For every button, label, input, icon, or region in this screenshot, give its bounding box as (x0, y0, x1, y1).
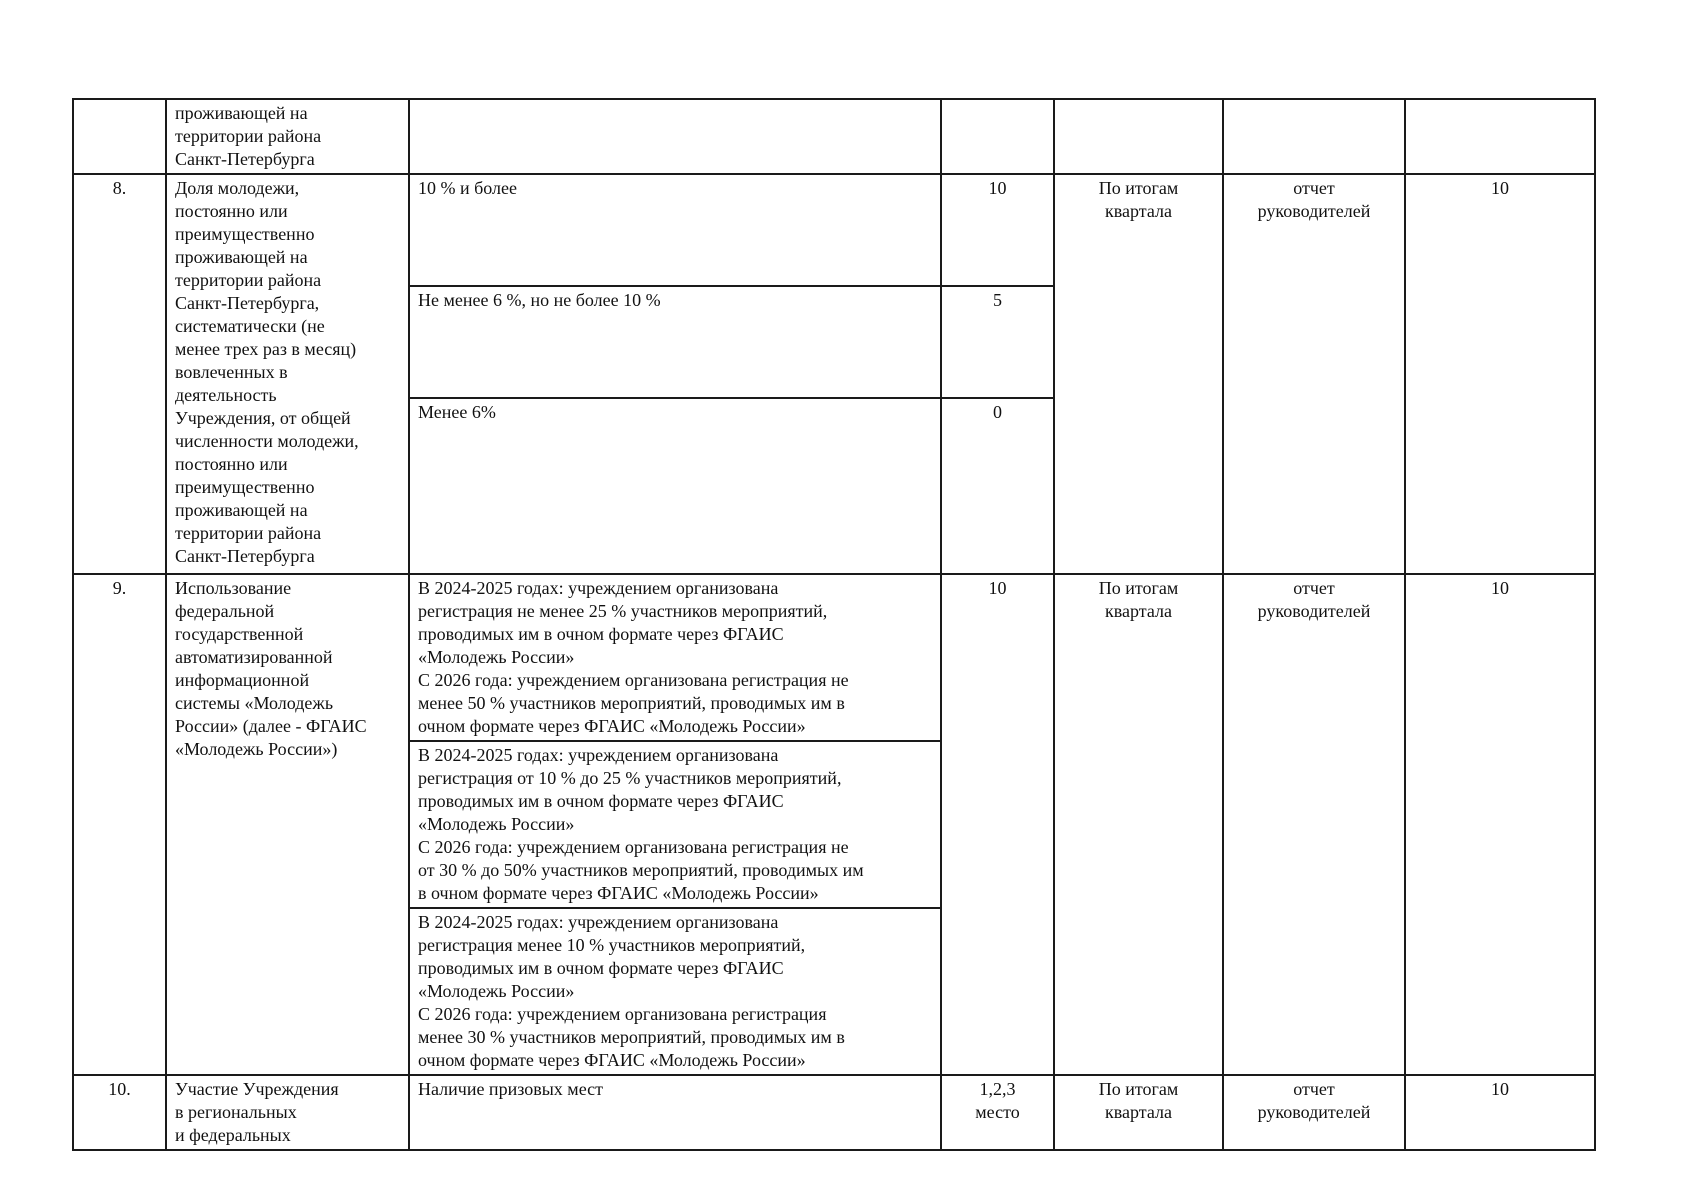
cell-report (1223, 99, 1405, 174)
cell-num: 10. (73, 1075, 166, 1150)
cell-report: отчет руководителей (1223, 1075, 1405, 1150)
cell-condition: В 2024-2025 годах: учреждением организована регистрация от 10 % до 25 % участников мероприятий, проводимых им в очном формате через ФГАИС «Молодежь России» С 2026 года: учреждением организована регистрация не от 30 % до 50% участников мероприятий, проводимых им в очном формате через ФГАИС «Молодежь России» (409, 741, 941, 908)
cell-criterion: Доля молодежи, постоянно или преимущественно проживающей на территории района Санкт-Петербурга, систематически (не менее трех раз в месяц) вовлеченных в деятельность Учреждения, от общей численности молодежи, постоянно или преимущественно проживающей на территории района Санкт-Петербурга (166, 174, 409, 574)
cell-period: По итогам квартала (1054, 574, 1223, 1075)
cell-points: 5 (941, 286, 1054, 398)
cell-points (941, 99, 1054, 174)
cell-period (1054, 99, 1223, 174)
cell-period: По итогам квартала (1054, 1075, 1223, 1150)
cell-max: 10 (1405, 1075, 1595, 1150)
cell-num: 8. (73, 174, 166, 574)
cell-points: 10 (941, 174, 1054, 286)
cell-condition: Наличие призовых мест (409, 1075, 941, 1150)
table-row-continuation (73, 99, 1595, 174)
cell-report: отчет руководителей (1223, 174, 1405, 574)
cell-condition (409, 99, 941, 174)
table-row-9 (73, 574, 1595, 741)
cell-num: 9. (73, 574, 166, 1075)
cell-condition: 10 % и более (409, 174, 941, 286)
table-row-10 (73, 1075, 1595, 1150)
cell-num (73, 99, 166, 174)
cell-points: 0 (941, 398, 1054, 574)
cell-condition: В 2024-2025 годах: учреждением организована регистрация не менее 25 % участников мероприятий, проводимых им в очном формате через ФГАИС «Молодежь России» С 2026 года: учреждением организована регистрация не менее 50 % участников мероприятий, проводимых им в очном формате через ФГАИС «Молодежь России» (409, 574, 941, 741)
cell-criterion: Участие Учреждения в региональных и федеральных (166, 1075, 409, 1150)
cell-points: 10 (941, 574, 1054, 1075)
cell-criterion: проживающей на территории района Санкт-Петербурга (166, 99, 409, 174)
cell-criterion: Использование федеральной государственной автоматизированной информационной системы «Молодежь России» (далее - ФГАИС «Молодежь России») (166, 574, 409, 1075)
cell-report: отчет руководителей (1223, 574, 1405, 1075)
table-row-8 (73, 174, 1595, 286)
cell-max: 10 (1405, 574, 1595, 1075)
cell-period: По итогам квартала (1054, 174, 1223, 574)
cell-condition: В 2024-2025 годах: учреждением организована регистрация менее 10 % участников мероприятий, проводимых им в очном формате через ФГАИС «Молодежь России» С 2026 года: учреждением организована регистрация менее 30 % участников мероприятий, проводимых им в очном формате через ФГАИС «Молодежь России» (409, 908, 941, 1075)
cell-condition: Не менее 6 %, но не более 10 % (409, 286, 941, 398)
cell-max: 10 (1405, 174, 1595, 574)
cell-points: 1,2,3 место (941, 1075, 1054, 1150)
criteria-table (72, 98, 1596, 1151)
cell-condition: Менее 6% (409, 398, 941, 574)
cell-max (1405, 99, 1595, 174)
